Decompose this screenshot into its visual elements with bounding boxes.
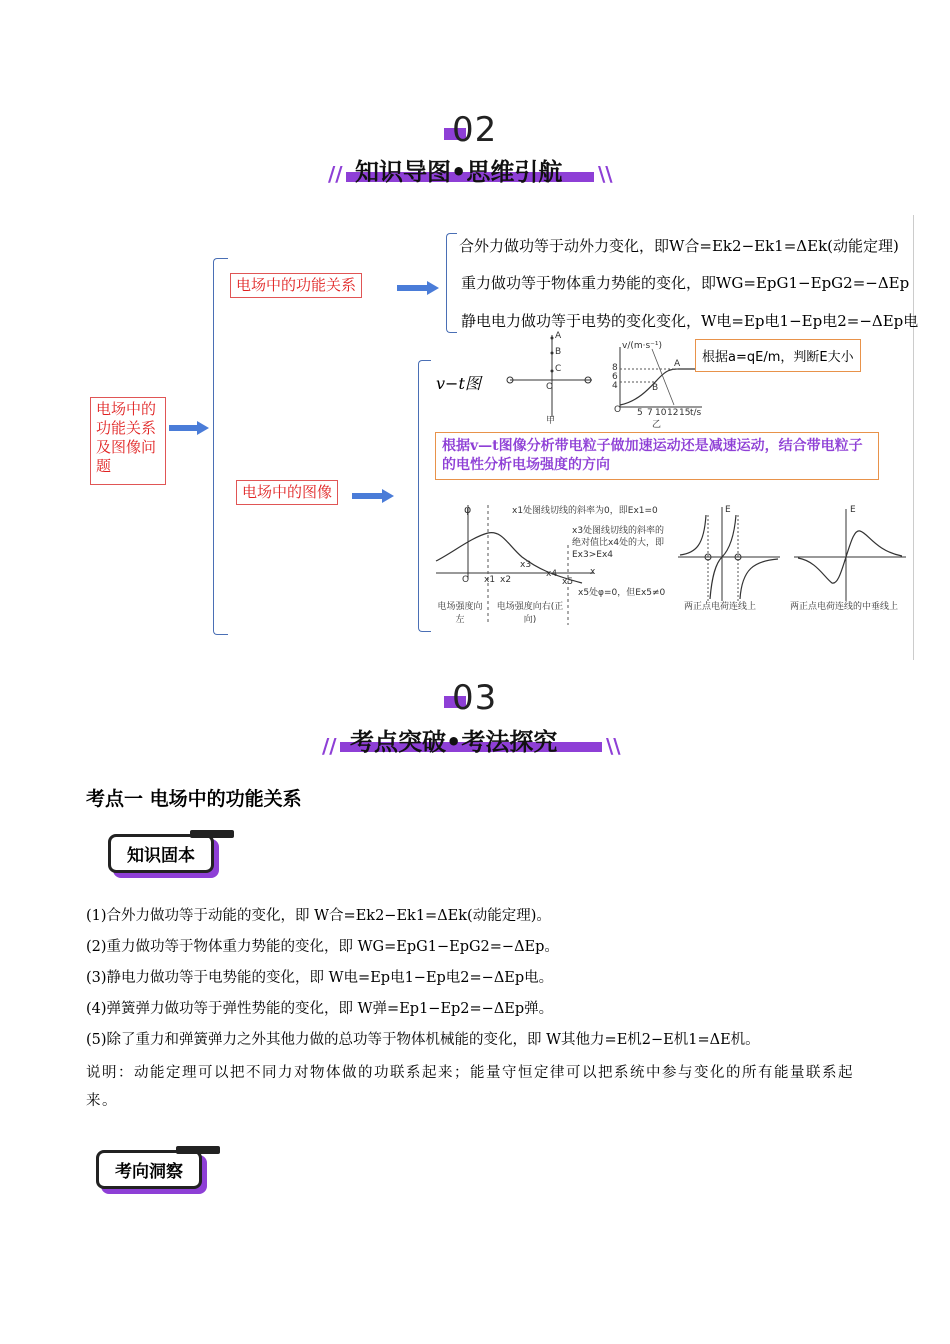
yi-xtick: 12 (667, 408, 679, 418)
content-lines (86, 904, 886, 1115)
label-a: A (555, 331, 562, 341)
section3-header (0, 678, 950, 758)
phi-note-1: x1处图线切线的斜率为0，即Ex1=0 (512, 506, 658, 516)
section2-header (0, 110, 950, 190)
tag-dots (190, 830, 234, 838)
phi-axis: φ (464, 503, 472, 516)
desc-box: 根据v—t图像分析带电粒子做加速运动还是减速运动，结合带电粒子的电性分析电场强度的方向 (435, 432, 879, 480)
phi-note-3: x5处φ=0，但Ex5≠0 (578, 588, 666, 598)
judge-box: 根据a=qE/m，判断E大小 (695, 339, 861, 372)
yi-xtick: 15 (679, 408, 691, 418)
line-4: (4)弹簧弹力做功等于弹性势能的变化，即 W弹=Ep1−Ep2=−ΔEp弹。 (86, 1001, 554, 1017)
graph-yi (612, 341, 704, 430)
line-2: (2)重力做功等于物体重力势能的变化，即 WG=EpG1−EpG2=−ΔEp。 (86, 939, 559, 955)
caption-jia: 甲 (546, 416, 556, 426)
vt-label: v−t图 (436, 374, 481, 393)
line-1: (1)合外力做功等于动能的变化，即 W合=Ek2−Ek1=ΔEk(动能定理)。 (86, 908, 551, 924)
arrow-icon (169, 420, 209, 434)
branch2-node: 电场中的图像 (236, 480, 338, 505)
yi-ytick: 6 (612, 372, 618, 382)
mindmap (0, 215, 950, 655)
note: 说明：动能定理可以把不同力对物体做的功联系起来；能量守恒定律可以把系统中参与变化的所有能量联系起来。 (86, 1065, 854, 1109)
topic-title: 考点一 电场中的功能关系 (86, 788, 302, 810)
yi-xtick: 7 (647, 408, 653, 418)
tag-knowledge-label: 知识固本 (108, 834, 214, 873)
branch1-node: 电场中的功能关系 (230, 273, 362, 298)
yi-xunit: t/s (690, 408, 702, 418)
phi-note-2: x3处图线切线的斜率的绝对值比x4处的大，即Ex3>Ex4 (572, 526, 665, 560)
tag-direction-label: 考向洞察 (96, 1150, 202, 1189)
tag-dots (176, 1146, 220, 1154)
yi-ytick: 8 (612, 363, 618, 373)
yi-ytick: 4 (612, 381, 618, 391)
e2-caption: 两正点电荷连线的中垂线上 (790, 602, 899, 612)
section-title: 考点突破•考法探究 (350, 728, 558, 756)
label-o: O (546, 382, 554, 392)
line-3: (3)静电力做功等于电势能的变化，即 W电=Ep电1−Ep电2=−ΔEp电。 (86, 970, 554, 986)
section-title: 知识导图•思维引航 (355, 158, 563, 186)
tag-direction (96, 1150, 202, 1189)
slash-right: \\ (606, 734, 621, 758)
yi-xtick: 10 (655, 408, 667, 418)
section-number: 03 (452, 678, 498, 718)
main-brace (213, 258, 228, 635)
slash-left: // (322, 734, 337, 758)
phi-right-note: 电场强度向右(正向) (496, 602, 564, 625)
e-graph-1 (676, 505, 784, 615)
slash-right: \\ (598, 162, 613, 186)
phi-tick: O (462, 575, 470, 585)
e-graph-2 (790, 505, 915, 615)
formula-2: 重力做功等于物体重力势能的变化，即WG=EpG1−EpG2=−ΔEp (461, 274, 910, 292)
image-brace (418, 360, 431, 632)
yi-label-b: B (652, 383, 659, 393)
yi-ylabel: v/(m·s⁻¹) (622, 341, 663, 351)
tag-knowledge (108, 834, 214, 873)
formula-1: 合外力做功等于动外力变化，即W合=Ek2−Ek1=ΔEk(动能定理) (459, 237, 899, 255)
phi-tick: x1 (484, 575, 496, 585)
yi-xtick: 5 (637, 408, 643, 418)
slash-left: // (328, 162, 343, 186)
phi-tick: x (590, 567, 596, 577)
label-c: C (555, 364, 562, 374)
e1-caption: 两正点电荷连线上 (684, 602, 757, 612)
label-b: B (555, 347, 562, 357)
graph-jia (502, 333, 598, 425)
phi-graph (432, 505, 672, 635)
e2-axis: E (850, 505, 856, 515)
phi-left-note: 电场强度向左 (437, 602, 483, 625)
arrow-icon (352, 488, 394, 502)
phi-tick: x4 (546, 569, 558, 579)
e1-axis: E (725, 505, 731, 515)
yi-label-o: O (614, 405, 622, 415)
root-node: 电场中的功能关系及图像问题 (90, 397, 166, 485)
formula-brace (446, 233, 457, 333)
phi-tick: x5 (562, 577, 574, 587)
formula-3: 静电电力做功等于电势的变化变化，W电=Ep电1−Ep电2=−ΔEp电 (461, 312, 919, 330)
phi-tick: x2 (500, 575, 512, 585)
line-5: (5)除了重力和弹簧弹力之外其他力做的总功等于物体机械能的变化，即 W其他力=E机2−E机1=ΔE机。 (86, 1032, 760, 1048)
caption-yi: 乙 (652, 420, 662, 430)
phi-tick: x3 (520, 560, 532, 570)
yi-label-a: A (674, 359, 681, 369)
arrow-icon (397, 280, 439, 294)
section-number: 02 (452, 110, 498, 150)
